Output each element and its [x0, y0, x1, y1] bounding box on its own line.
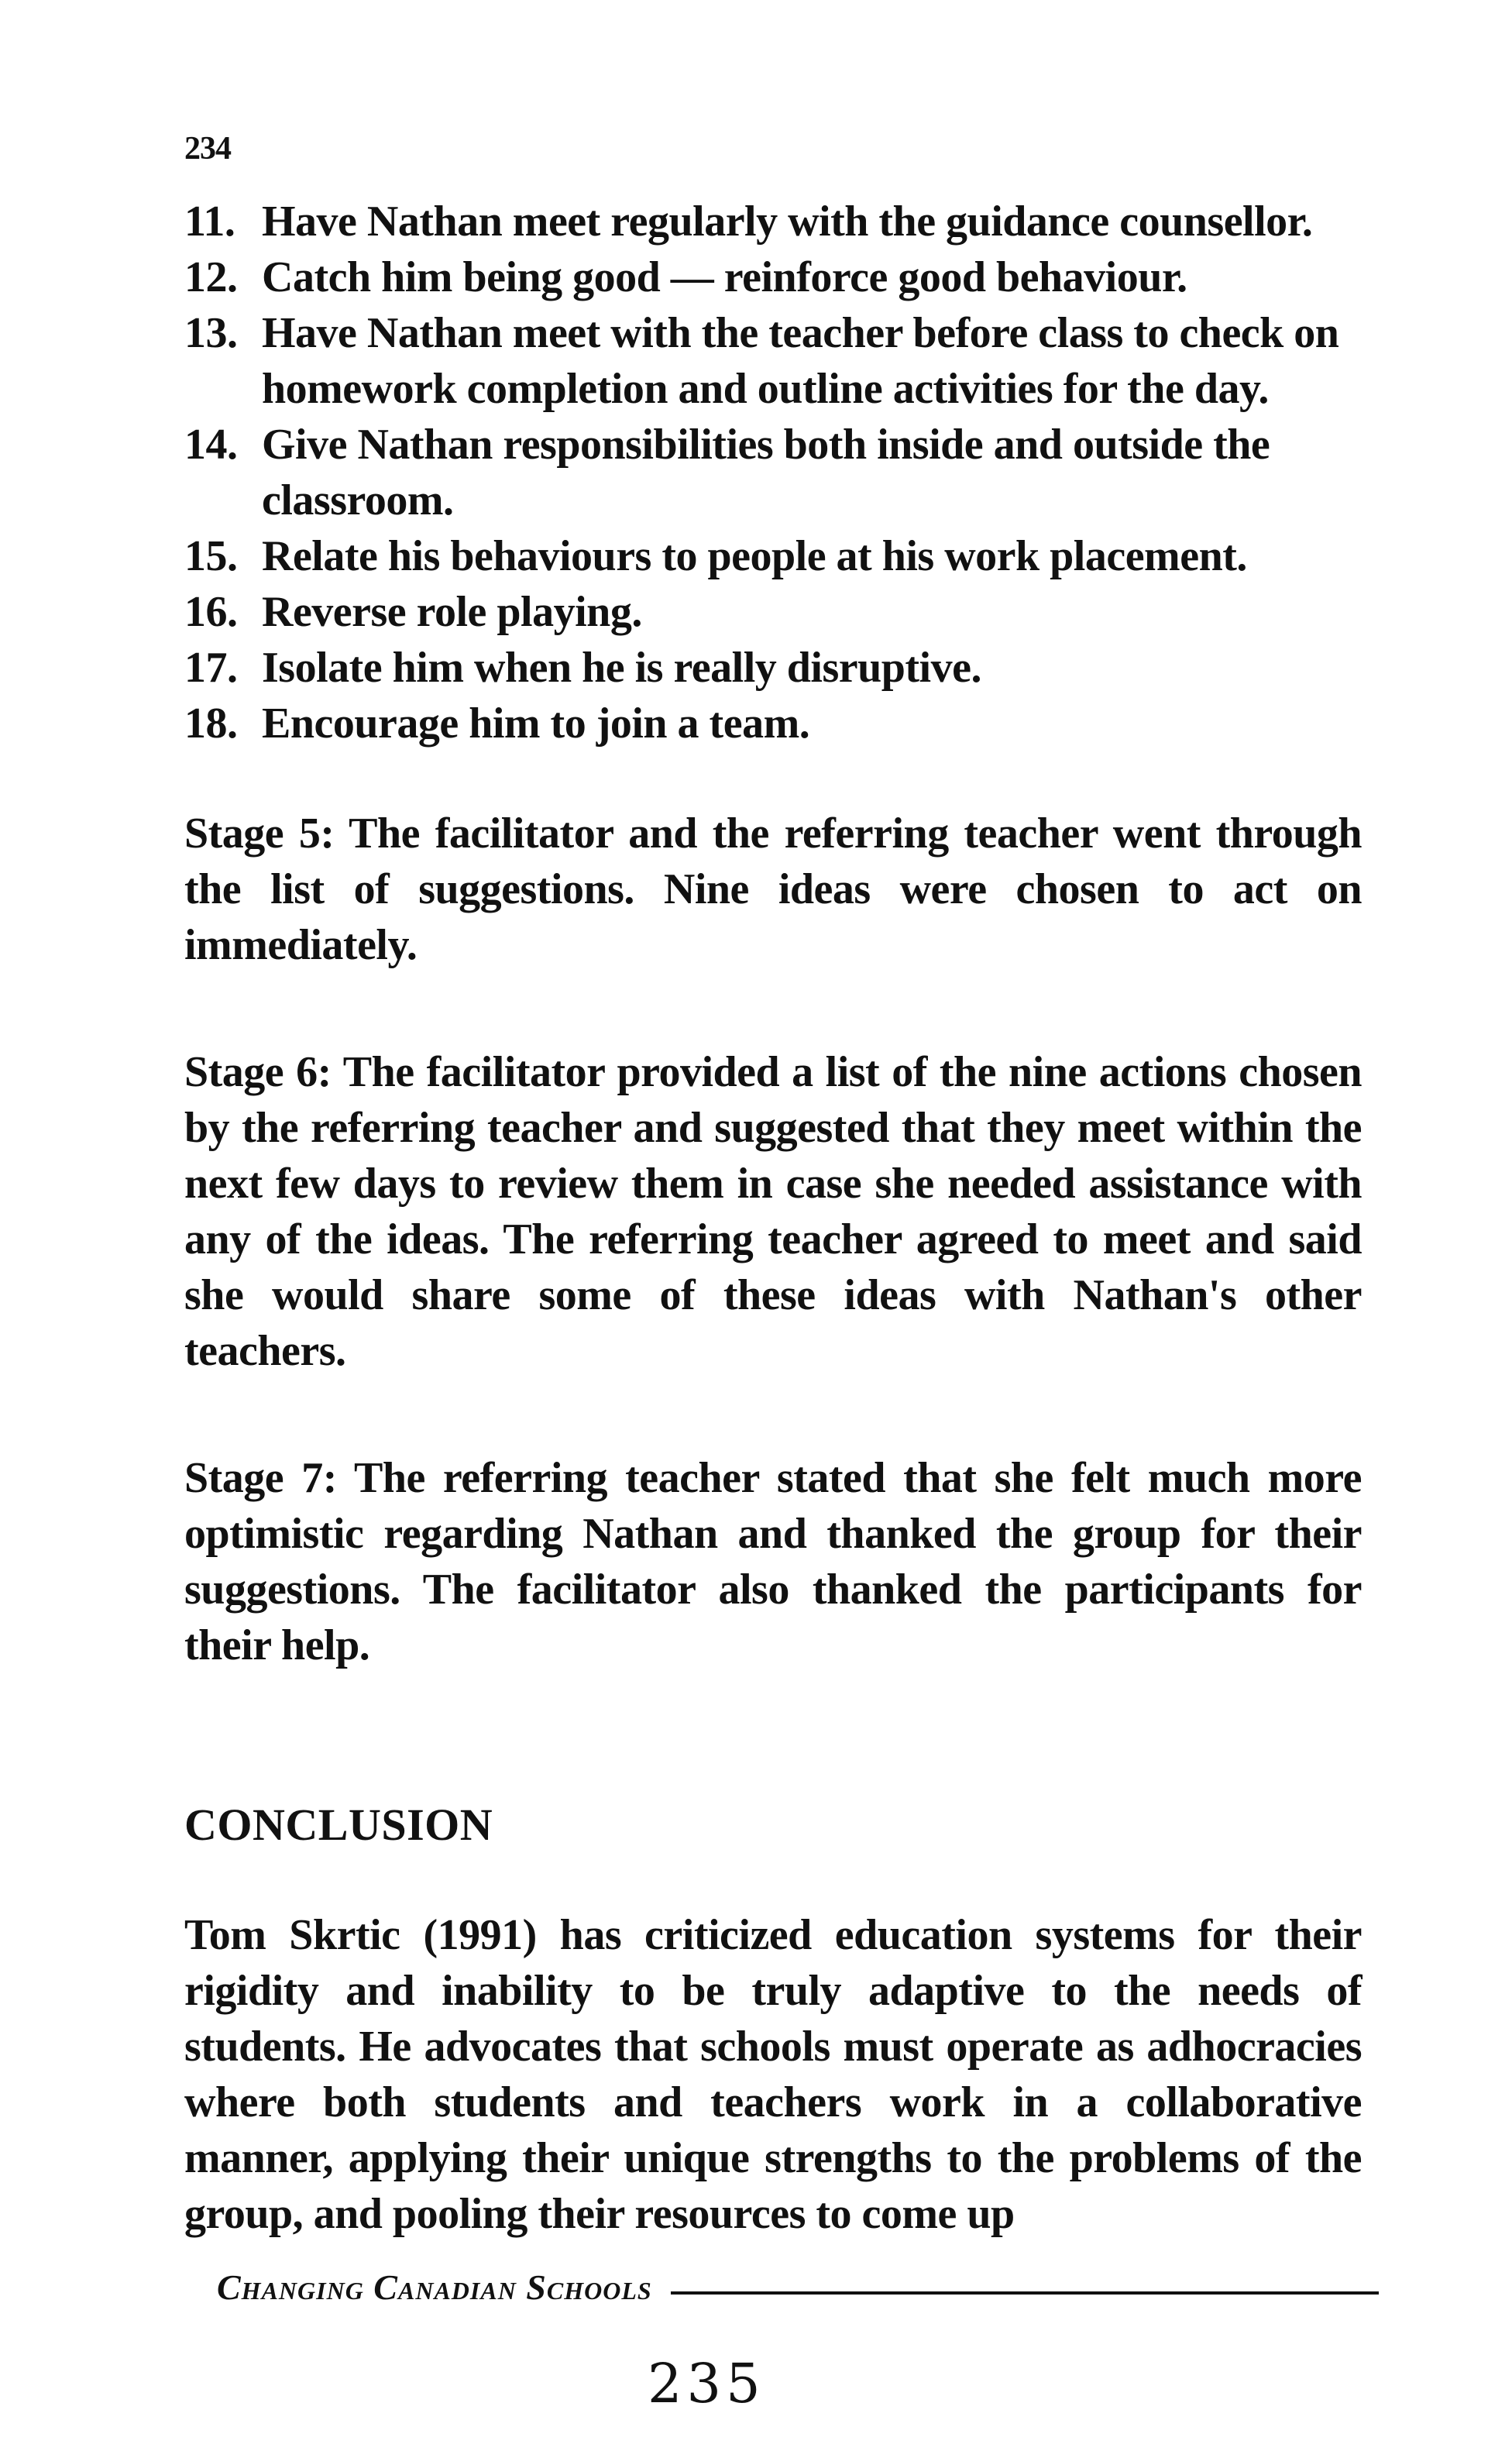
list-item-text: Give Nathan responsibilities both inside and outside the classroom. [262, 421, 1270, 524]
list-item [184, 305, 1362, 417]
list-item-text: Relate his behaviours to people at his work placement. [262, 532, 1247, 580]
page-content [184, 194, 1362, 2285]
list-item [184, 249, 1362, 305]
conclusion-paragraph: Tom Skrtic (1991) has criticized education systems for their rigidity and inability to be truly adaptive to the needs of students. He advocates that schools must operate as adhocracies where both students and teachers work in a collaborative manner, applying their unique strengths to the problems of the group, and pooling their resources to come up [184, 1911, 1362, 2238]
list-item-text: Reverse role playing. [262, 588, 642, 636]
stage-7-label: Stage 7: [184, 1454, 337, 1502]
stage-5-label: Stage 5: [184, 810, 335, 858]
stage-5-paragraph [184, 806, 1362, 973]
list-item [184, 528, 1362, 584]
running-footer [217, 2267, 1379, 2308]
list-item-number: 17. [184, 644, 238, 692]
stage-6-text: The facilitator provided a list of the nine actions chosen by the referring teacher and suggested that they meet within the next few days to review them in case she needed assistance with any of the ideas. The referring teacher agreed to meet and said she would share some of these ideas with Nathan's other teachers. [184, 1048, 1362, 1375]
list-item-number: 18. [184, 700, 238, 748]
list-item-text: Encourage him to join a team. [262, 700, 810, 748]
list-item-number: 16. [184, 588, 238, 636]
list-item-number: 11. [184, 198, 235, 246]
footer-title: Changing Canadian Schools [217, 2267, 652, 2307]
list-item-text: Have Nathan meet regularly with the guidance counsellor. [262, 198, 1313, 246]
conclusion-heading: CONCLUSION [184, 1800, 493, 1850]
stage-6-paragraph [184, 1044, 1362, 1379]
list-item-text: Isolate him when he is really disruptive. [262, 644, 981, 692]
list-item [184, 584, 1362, 640]
list-item [184, 194, 1362, 249]
list-item [184, 417, 1362, 528]
stage-7-text: The referring teacher stated that she felt much more optimistic regarding Nathan and thanked the group for their suggestions. The facilitator also thanked the participants for their help. [184, 1454, 1362, 1669]
page-number-bottom: 235 [648, 2352, 765, 2415]
list-item-text: Catch him being good — reinforce good behaviour. [262, 253, 1187, 301]
stage-6-label: Stage 6: [184, 1048, 332, 1096]
suggestion-list [184, 194, 1362, 751]
stage-5-text: The facilitator and the referring teacher went through the list of suggestions. Nine ideas were chosen to act on immediately. [184, 810, 1363, 969]
footer-rule [671, 2291, 1379, 2295]
list-item-number: 13. [184, 309, 238, 357]
list-item [184, 696, 1362, 751]
list-item [184, 640, 1362, 696]
list-item-number: 15. [184, 532, 238, 580]
list-item-number: 14. [184, 421, 238, 469]
list-item-number: 12. [184, 253, 238, 301]
page-number-top: 234 [184, 131, 231, 167]
stage-7-paragraph [184, 1450, 1362, 1673]
list-item-text: Have Nathan meet with the teacher before class to check on homework completion and outline activities for the day. [262, 309, 1339, 413]
